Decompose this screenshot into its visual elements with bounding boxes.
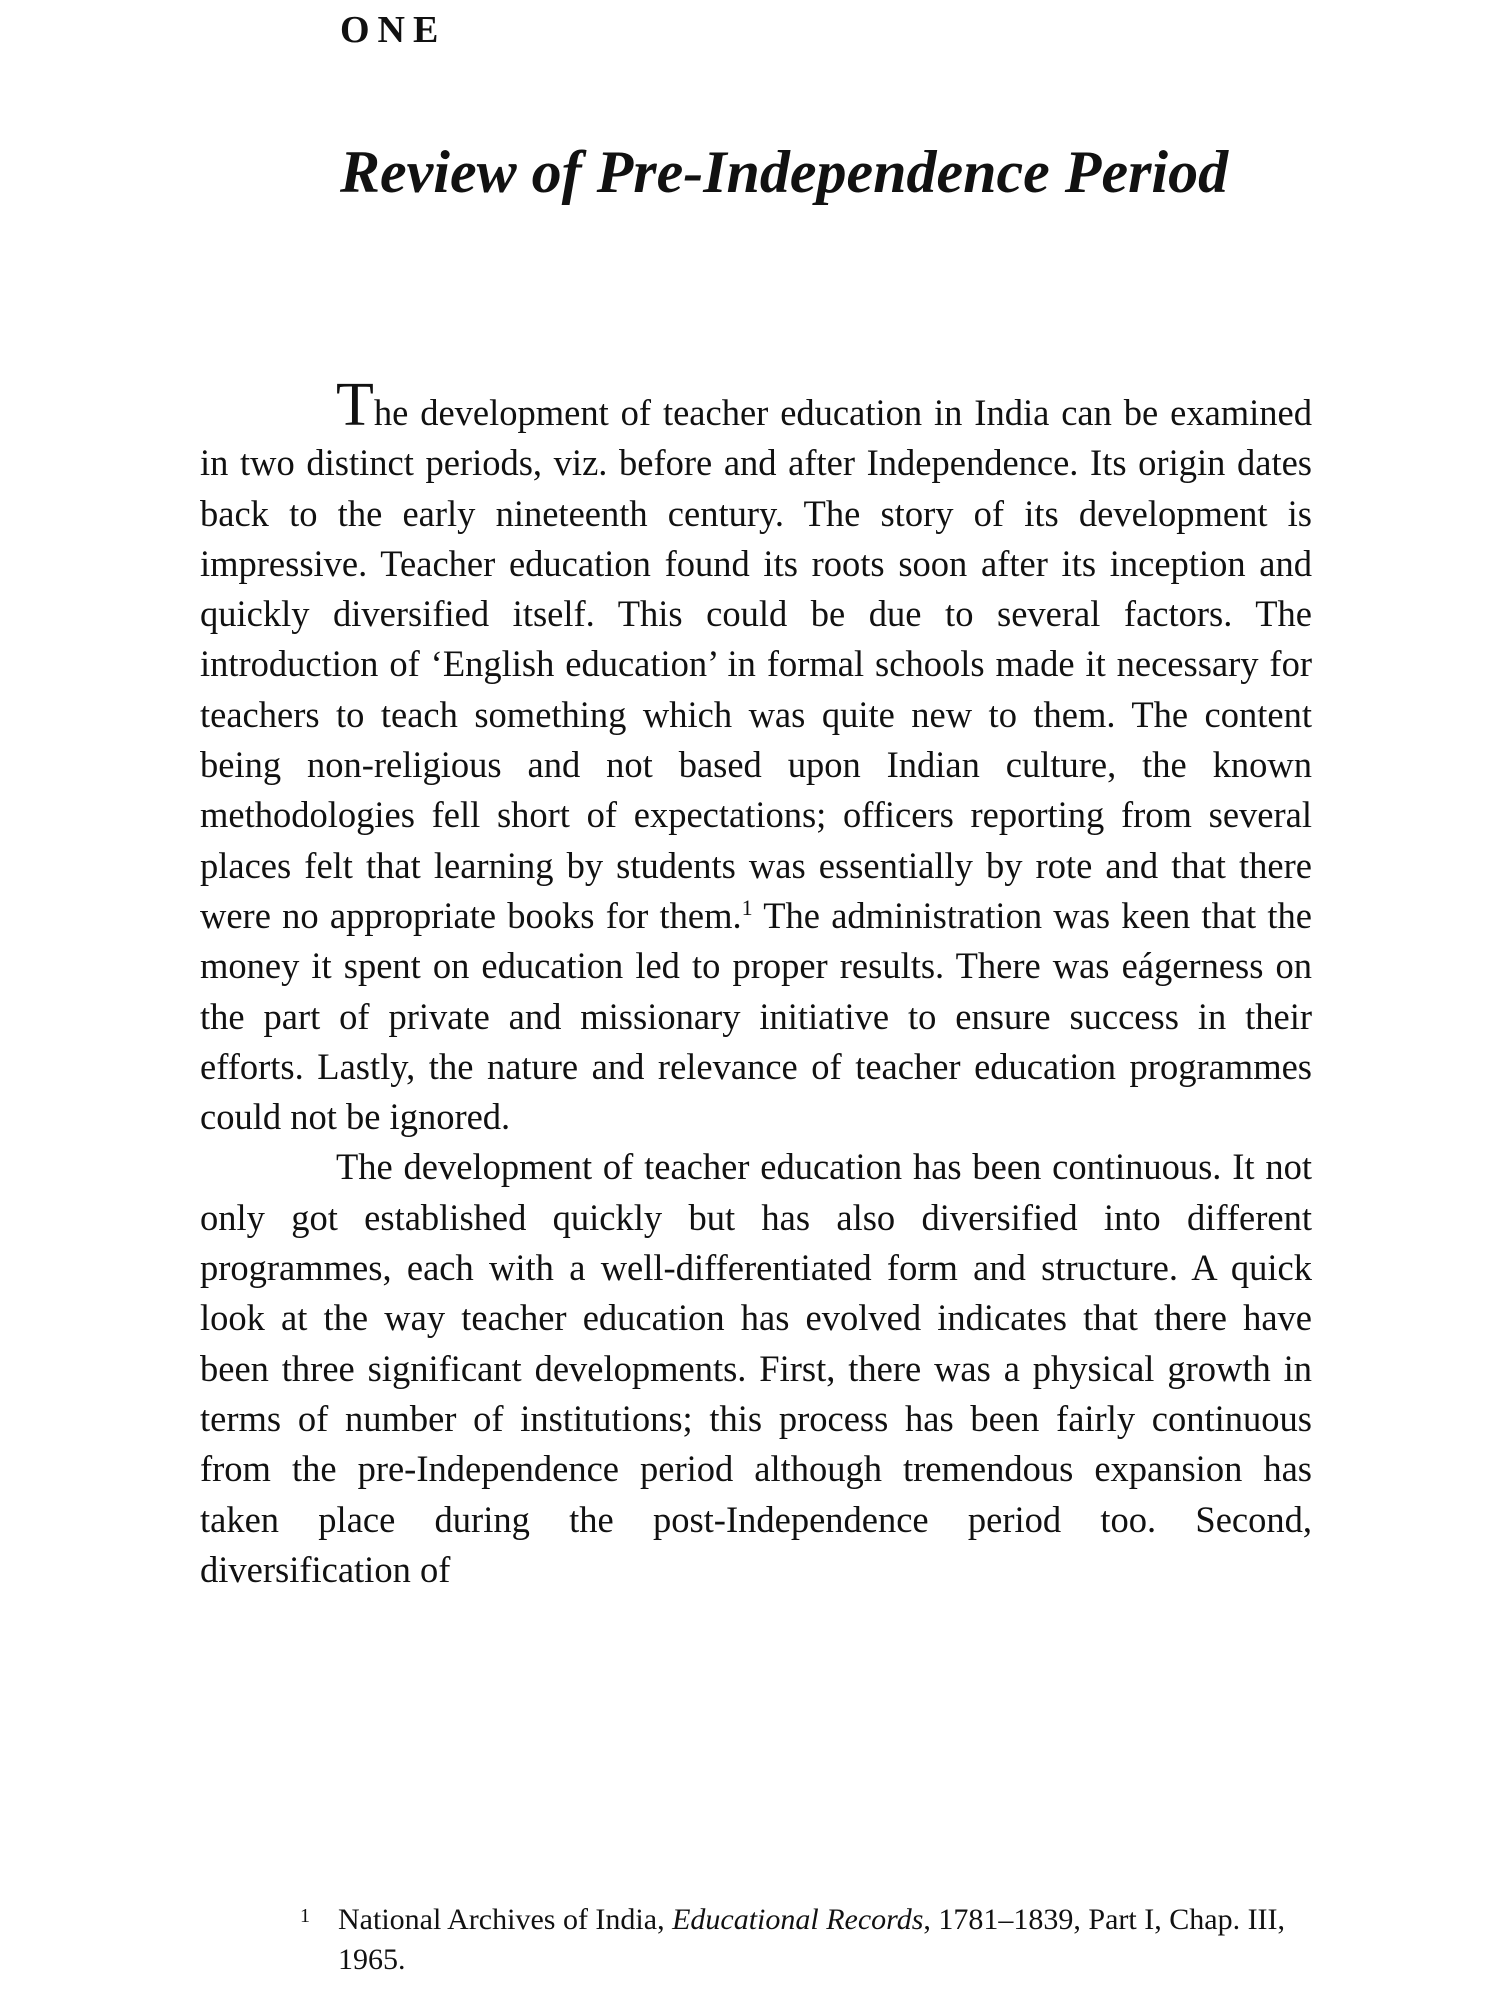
footnote-text-end: , 1781–1839, Part I, Chap. III, 1965. <box>338 1903 1286 1976</box>
paragraph-1-text-b: The administration was keen that the money it spent on education led to proper results. There was eágerness on the part of private and missionary initiative to ensure success in their efforts. Lastly, the nature and relevance of teacher education programmes could not be ignored. <box>200 894 1312 1138</box>
chapter-title: Review of Pre-Independence Period <box>340 139 1229 205</box>
footnote-text-start: National Archives of India, <box>338 1903 673 1936</box>
paragraph-2: The development of teacher education has been continuous. It not only got established quickly but has also diversified into different programmes, each with a well-differentiated form and structure. A quick look at the way teacher education has evolved indicates that there have been three significant developments. First, there was a physical growth in terms of number of institutions; this process has been fairly continuous from the pre-Independence period although tremendous expansion has taken place during the post-Independence period too. Second, diversification of <box>200 1146 1312 1590</box>
chapter-number: ONE <box>340 9 447 51</box>
body-text <box>200 371 1312 1595</box>
paragraph-1-text-a: he development of teacher education in India can be examined in two distinct periods, viz. before and after Independence. Its origin dates back to the early nineteenth century. The story of its development is impressive. Teacher education found its roots soon after its inception and quickly diversified itself. This could be due to several factors. The introduction of ‘English education’ in formal schools made it necessary for teachers to teach something which was quite new to them. The content being non-religious and not based upon Indian culture, the known methodologies fell short of expectations; officers reporting from several places felt that learning by students was essentially by rote and that there were no appropriate books for them. <box>200 392 1312 936</box>
paragraph-1 <box>200 371 1312 1142</box>
footnote-reference[interactable]: 1 <box>741 894 753 920</box>
footnote-body <box>300 1900 1340 1980</box>
footnote-italic-title: Educational Records <box>672 1903 924 1936</box>
drop-cap: T <box>336 371 374 439</box>
footnote-mark: 1 <box>300 1905 310 1927</box>
footnote <box>300 1900 1340 1980</box>
